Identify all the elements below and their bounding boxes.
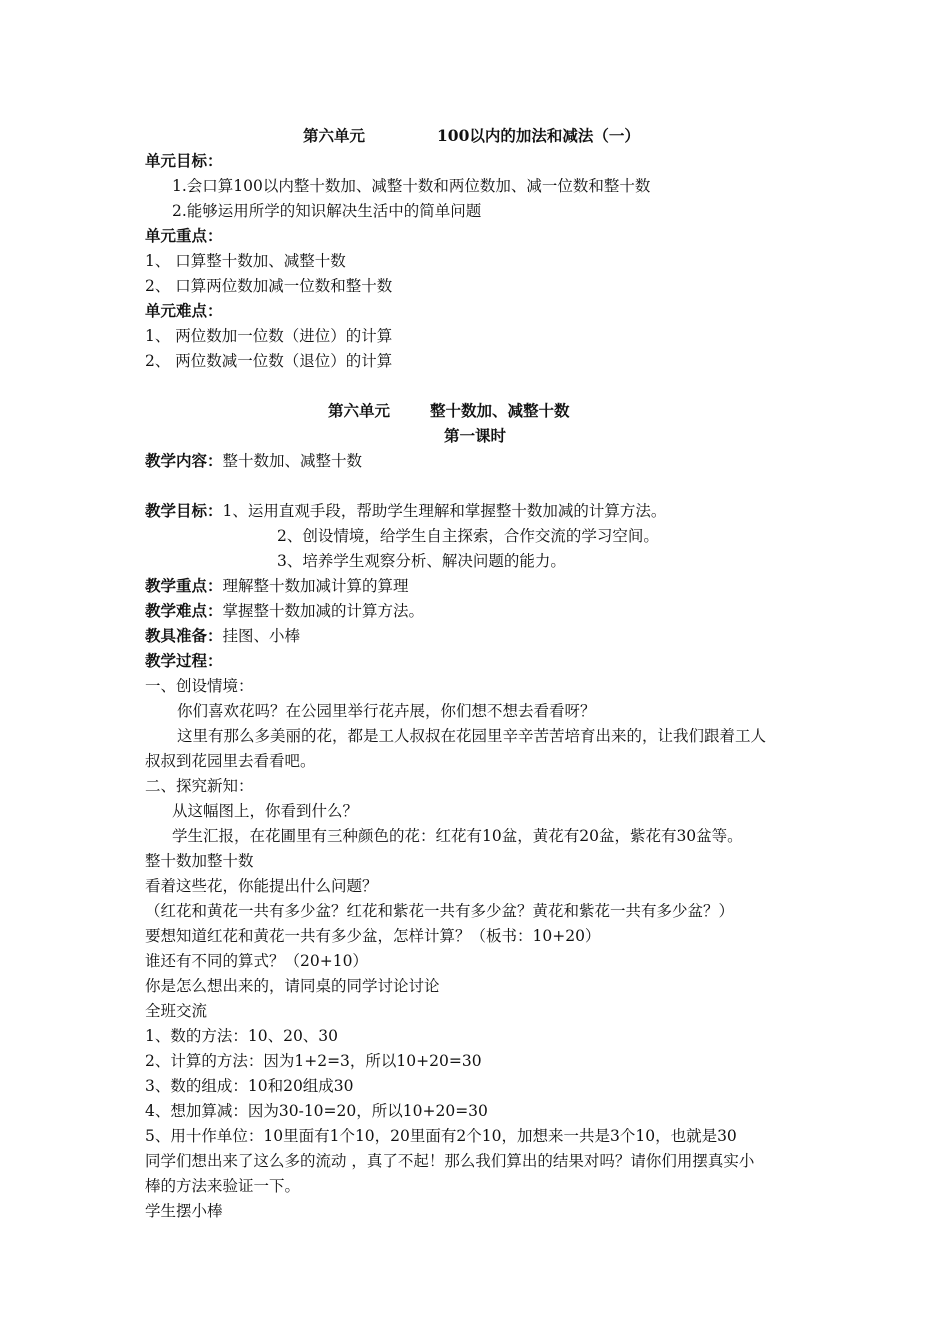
process-heading: 教学过程：	[145, 651, 223, 670]
process-line: 一、创设情境：	[145, 677, 254, 695]
key-point-text: 理解整十数加减计算的算理	[222, 577, 409, 595]
process-line: 你是怎么想出来的，请同桌的同学讨论讨论	[145, 977, 440, 995]
process-line: 同学们想出来了这么多的流动 ，真了不起！那么我们算出的结果对吗？请你们用摆真实小	[145, 1152, 755, 1170]
process-line: 从这幅图上，你看到什么？	[172, 802, 359, 820]
process-line: 二、探究新知：	[145, 777, 254, 795]
unit-difficulty-item: 1、 两位数加一位数（进位）的计算	[145, 327, 393, 345]
process-line: 4、想加算减：因为30-10=20，所以10+20=30	[145, 1102, 488, 1120]
difficulty-text: 掌握整十数加减的计算方法。	[222, 602, 425, 620]
unit-key-item: 1、 口算整十数加、减整十数	[145, 252, 346, 270]
process-line: 1、数的方法：10、20、30	[145, 1027, 339, 1045]
teaching-key-point	[145, 576, 409, 596]
unit-key-item: 2、 口算两位数加减一位数和整十数	[145, 277, 393, 295]
key-point-label: 教学重点：	[145, 576, 223, 595]
tools-label: 教具准备：	[145, 626, 223, 645]
teaching-objectives	[145, 501, 666, 521]
unit-title-number: 第六单元	[303, 126, 366, 145]
tools-text: 挂图、小棒	[222, 627, 301, 645]
process-line: 全班交流	[145, 1002, 208, 1020]
objective-item: 3、培养学生观察分析、解决问题的能力。	[277, 552, 566, 570]
lesson-title-unit: 第六单元	[328, 401, 391, 420]
process-line: 棒的方法来验证一下。	[145, 1177, 301, 1195]
process-line: 要想知道红花和黄花一共有多少盆，怎样计算？（板书：10+20）	[145, 927, 601, 945]
objective-item: 1、运用直观手段，帮助学生理解和掌握整十数加减的计算方法。	[222, 502, 667, 520]
lesson-period: 第一课时	[443, 426, 506, 445]
objective-item: 2、创设情境，给学生自主探索，合作交流的学习空间。	[277, 527, 659, 545]
process-line: 看着这些花，你能提出什么问题？	[145, 877, 378, 895]
process-line: 谁还有不同的算式？（20+10）	[145, 952, 368, 970]
process-line: 这里有那么多美丽的花，都是工人叔叔在花园里辛辛苦苦培育出来的，让我们跟着工人	[177, 727, 767, 745]
teaching-objectives-label: 教学目标：	[145, 501, 223, 520]
process-line: 学生摆小棒	[145, 1202, 223, 1220]
teaching-difficulty	[145, 601, 424, 621]
unit-title-topic: 100以内的加法和减法（一）	[437, 126, 640, 145]
process-line: 5、用十作单位：10里面有1个10，20里面有2个10，加想来一共是3个10，也就是30	[145, 1127, 737, 1145]
unit-goals-heading: 单元目标：	[145, 151, 223, 170]
unit-key-heading: 单元重点：	[145, 226, 223, 245]
teaching-content	[145, 451, 362, 471]
teaching-content-text: 整十数加、减整十数	[222, 452, 363, 470]
process-line: 学生汇报，在花圃里有三种颜色的花：红花有10盆，黄花有20盆，紫花有30盆等。	[172, 827, 743, 845]
process-line: （红花和黄花一共有多少盆？红花和紫花一共有多少盆？黄花和紫花一共有多少盆？）	[145, 902, 735, 920]
process-line: 3、数的组成：10和20组成30	[145, 1077, 354, 1095]
process-line: 叔叔到花园里去看看吧。	[145, 752, 316, 770]
unit-goal-item: 1.会口算100以内整十数加、减整十数和两位数加、减一位数和整十数	[172, 177, 651, 195]
unit-difficulty-heading: 单元难点：	[145, 301, 223, 320]
unit-goal-item: 2.能够运用所学的知识解决生活中的简单问题	[172, 202, 482, 220]
difficulty-label: 教学难点：	[145, 601, 223, 620]
process-line: 整十数加整十数	[145, 852, 254, 870]
process-line: 2、计算的方法：因为1+2=3，所以10+20=30	[145, 1052, 482, 1070]
teaching-tools	[145, 626, 300, 646]
process-line: 你们喜欢花吗？在公园里举行花卉展，你们想不想去看看呀？	[177, 702, 596, 720]
teaching-content-label: 教学内容：	[145, 451, 223, 470]
lesson-title-topic: 整十数加、减整十数	[430, 401, 570, 420]
unit-difficulty-item: 2、 两位数减一位数（退位）的计算	[145, 352, 393, 370]
